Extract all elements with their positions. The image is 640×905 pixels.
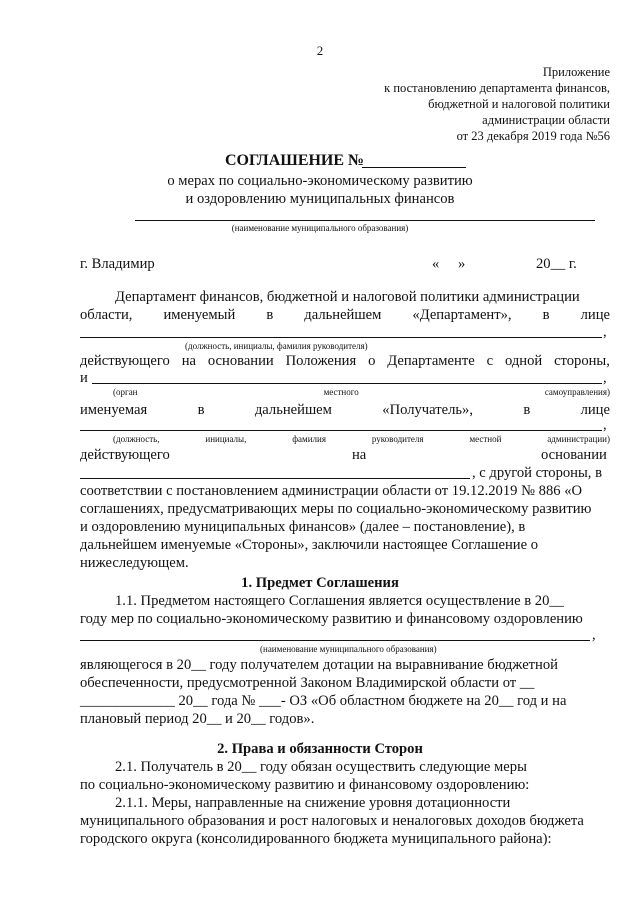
head-caption: (должность, инициалы, фамилия руководителя)	[185, 341, 368, 351]
para-fragment: , с другой стороны, в	[472, 465, 602, 481]
comma: ,	[603, 417, 607, 433]
para-line-justified: действующего на основании Положения о Департаменте с одной стороны,	[80, 353, 610, 369]
para-line: обеспеченности, предусмотренной Законом Владимирской области от __	[80, 675, 535, 691]
para-line: 1.1. Предметом настоящего Соглашения является осуществление в 20__	[115, 593, 564, 609]
appendix-line: бюджетной и налоговой политики	[428, 97, 610, 111]
para-line-justified: области, именуемый в дальнейшем «Департамент», в лице	[80, 307, 610, 323]
and-word: и	[80, 370, 88, 386]
para-line: являющегося в 20__ году получателем дотации на выравнивание бюджетной	[80, 657, 558, 673]
municipality-name-line	[135, 220, 595, 221]
para-line: муниципального образования и рост налоговых и неналоговых доходов бюджета	[80, 813, 584, 829]
comma: ,	[592, 627, 596, 643]
para-line: Департамент финансов, бюджетной и налоговой политики администрации	[115, 289, 580, 305]
city-label: г. Владимир	[80, 256, 155, 272]
para-word: действующего	[80, 447, 170, 463]
org-caption: (орган местного самоуправления)	[113, 387, 610, 397]
appendix-line: администрации области	[482, 113, 610, 127]
appendix-line: от 23 декабря 2019 года №56	[456, 129, 610, 143]
local-admin-caption: (должность, инициалы, фамилия руководителя местной администрации)	[113, 434, 610, 444]
para-line: соответствии с постановлением администрации области от 19.12.2019 № 886 «О	[80, 483, 583, 499]
para-line: нижеследующем.	[80, 555, 189, 571]
org-name-line	[92, 383, 602, 384]
local-admin-head-line	[80, 430, 602, 431]
section-heading: 1. Предмет Соглашения	[241, 575, 399, 591]
para-line: 2.1.1. Меры, направленные на снижение уровня дотационности	[115, 795, 511, 811]
para-line: году мер по социально-экономическому развитию и финансовому оздоровлению	[80, 611, 583, 627]
head-name-line	[80, 337, 602, 338]
para-line: _____________ 20__ года № ___- ОЗ «Об областном бюджете на 20__ год и на	[80, 693, 567, 709]
comma: ,	[603, 370, 607, 386]
appendix-line: к постановлению департамента финансов,	[384, 81, 610, 95]
municipality-name-line	[80, 640, 590, 641]
agreement-number-line	[362, 167, 466, 168]
para-word: на	[352, 447, 367, 463]
document-title: СОГЛАШЕНИЕ №	[225, 152, 365, 169]
municipality-caption: (наименование муниципального образования)	[231, 223, 409, 233]
para-line: плановый период 20__ и 20__ годов».	[80, 711, 315, 727]
date-quote-close: »	[458, 256, 466, 272]
para-word: основании	[541, 447, 607, 463]
appendix-line: Приложение	[542, 65, 610, 79]
section-heading: 2. Права и обязанности Сторон	[217, 741, 423, 757]
basis-line	[80, 478, 470, 479]
comma: ,	[603, 324, 607, 340]
para-line: по социально-экономическому развитию и финансовому оздоровлению:	[80, 777, 530, 793]
page-number: 2	[316, 43, 324, 58]
para-line: 2.1. Получатель в 20__ году обязан осуществить следующие меры	[115, 759, 527, 775]
date-quote-open: «	[432, 256, 440, 272]
municipality-caption: (наименование муниципального образования)	[260, 644, 437, 654]
para-line: и оздоровлению муниципальных финансов» (далее – постановление), в	[80, 519, 526, 535]
document-subtitle-line: и оздоровлению муниципальных финансов	[185, 191, 455, 207]
appendix-block	[384, 64, 610, 144]
date-year: 20__ г.	[536, 256, 577, 272]
para-line-justified: именуемая в дальнейшем «Получатель», в лице	[80, 402, 610, 418]
para-line: соглашениях, предусматривающих меры по социально-экономическому развитию	[80, 501, 592, 517]
document-subtitle-line: о мерах по социально-экономическому развитию	[167, 173, 473, 189]
para-line: дальнейшем именуемые «Стороны», заключили настоящее Соглашение о	[80, 537, 539, 553]
para-line: городского округа (консолидированного бюджета муниципального района):	[80, 831, 552, 847]
